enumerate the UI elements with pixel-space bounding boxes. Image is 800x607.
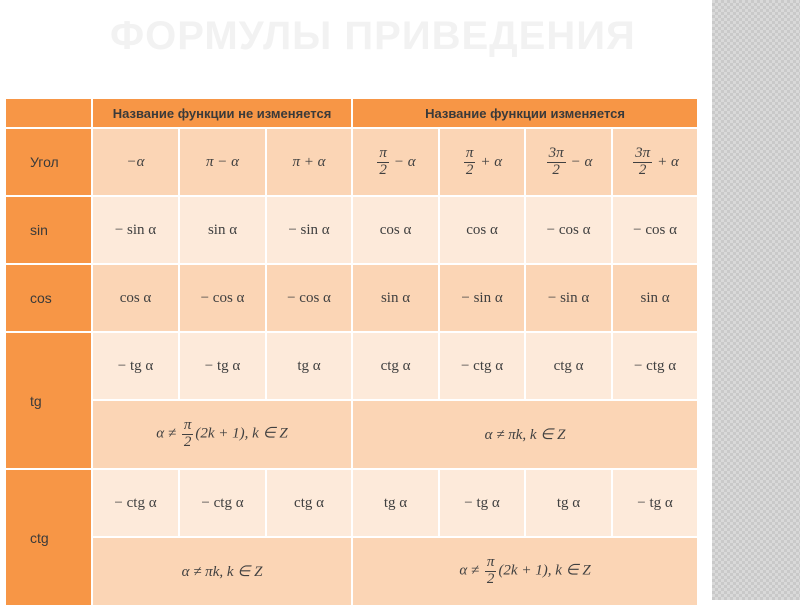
value-cell: sin α — [612, 264, 698, 332]
value-cell: − sin α — [266, 196, 352, 264]
value-cell: − tg α — [439, 469, 525, 537]
header-changed: Название функции изменяется — [352, 98, 698, 128]
value-cell: tg α — [525, 469, 612, 537]
angle-cell: $\frac{3\pi}{2}$ + α — [612, 128, 698, 196]
slide-title: ФОРМУЛЫ ПРИВЕДЕНИЯ — [110, 14, 636, 58]
value-cell: − sin α — [92, 196, 179, 264]
row-label-cos: cos — [5, 264, 92, 332]
tg-condition-right: α ≠ πk, k ∈ Z — [352, 400, 698, 469]
cos-row — [5, 264, 698, 332]
angle-cell: π + α — [266, 128, 352, 196]
fraction: $\frac{\pi}{2}$ — [183, 417, 192, 450]
tg-condition-row — [5, 400, 698, 469]
angle-cell: −α — [92, 128, 179, 196]
value-cell: tg α — [266, 332, 352, 400]
row-label-tg: tg — [5, 332, 92, 469]
ctg-condition-row — [5, 537, 698, 606]
value-cell: − ctg α — [179, 469, 266, 537]
value-cell: ctg α — [525, 332, 612, 400]
value-cell: − sin α — [439, 264, 525, 332]
value-cell: − tg α — [92, 332, 179, 400]
header-row — [5, 98, 698, 128]
row-label-sin: sin — [5, 196, 92, 264]
angle-cell: π − α — [179, 128, 266, 196]
header-empty-cell — [5, 98, 92, 128]
value-cell: − cos α — [266, 264, 352, 332]
fraction: $\frac{\pi}{2}$ — [465, 145, 474, 178]
value-cell: ctg α — [352, 332, 439, 400]
reduction-formulas-table — [4, 97, 699, 607]
row-label-angle: Угол — [5, 128, 92, 196]
value-cell: tg α — [352, 469, 439, 537]
value-cell: sin α — [352, 264, 439, 332]
angle-cell: $\frac{\pi}{2}$ + α — [439, 128, 525, 196]
tg-row — [5, 332, 698, 400]
value-cell: − tg α — [179, 332, 266, 400]
value-cell: − tg α — [612, 469, 698, 537]
fraction: $\frac{3\pi}{2}$ — [548, 145, 564, 178]
background-pattern-strip — [712, 0, 800, 600]
sin-row — [5, 196, 698, 264]
fraction: $\frac{\pi}{2}$ — [379, 145, 387, 178]
ctg-condition-right: α ≠ $\frac{\pi}{2}$ (2k + 1), k ∈ Z — [352, 537, 698, 606]
value-cell: − sin α — [525, 264, 612, 332]
fraction: $\frac{3\pi}{2}$ — [635, 145, 651, 178]
ctg-condition-left: α ≠ πk, k ∈ Z — [92, 537, 352, 606]
value-cell: cos α — [352, 196, 439, 264]
value-cell: − ctg α — [92, 469, 179, 537]
value-cell: − cos α — [612, 196, 698, 264]
value-cell: − ctg α — [612, 332, 698, 400]
value-cell: − cos α — [525, 196, 612, 264]
angle-row — [5, 128, 698, 196]
value-cell: − cos α — [179, 264, 266, 332]
angle-cell: $\frac{\pi}{2}$ − α — [352, 128, 439, 196]
value-cell: cos α — [439, 196, 525, 264]
row-label-ctg: ctg — [5, 469, 92, 606]
header-unchanged: Название функции не изменяется — [92, 98, 352, 128]
value-cell: cos α — [92, 264, 179, 332]
ctg-row — [5, 469, 698, 537]
value-cell: ctg α — [266, 469, 352, 537]
value-cell: − ctg α — [439, 332, 525, 400]
tg-condition-left: α ≠ $\frac{\pi}{2}$ (2k + 1), k ∈ Z — [92, 400, 352, 469]
angle-cell: $\frac{3\pi}{2}$ − α — [525, 128, 612, 196]
value-cell: sin α — [179, 196, 266, 264]
fraction: $\frac{\pi}{2}$ — [486, 554, 495, 587]
